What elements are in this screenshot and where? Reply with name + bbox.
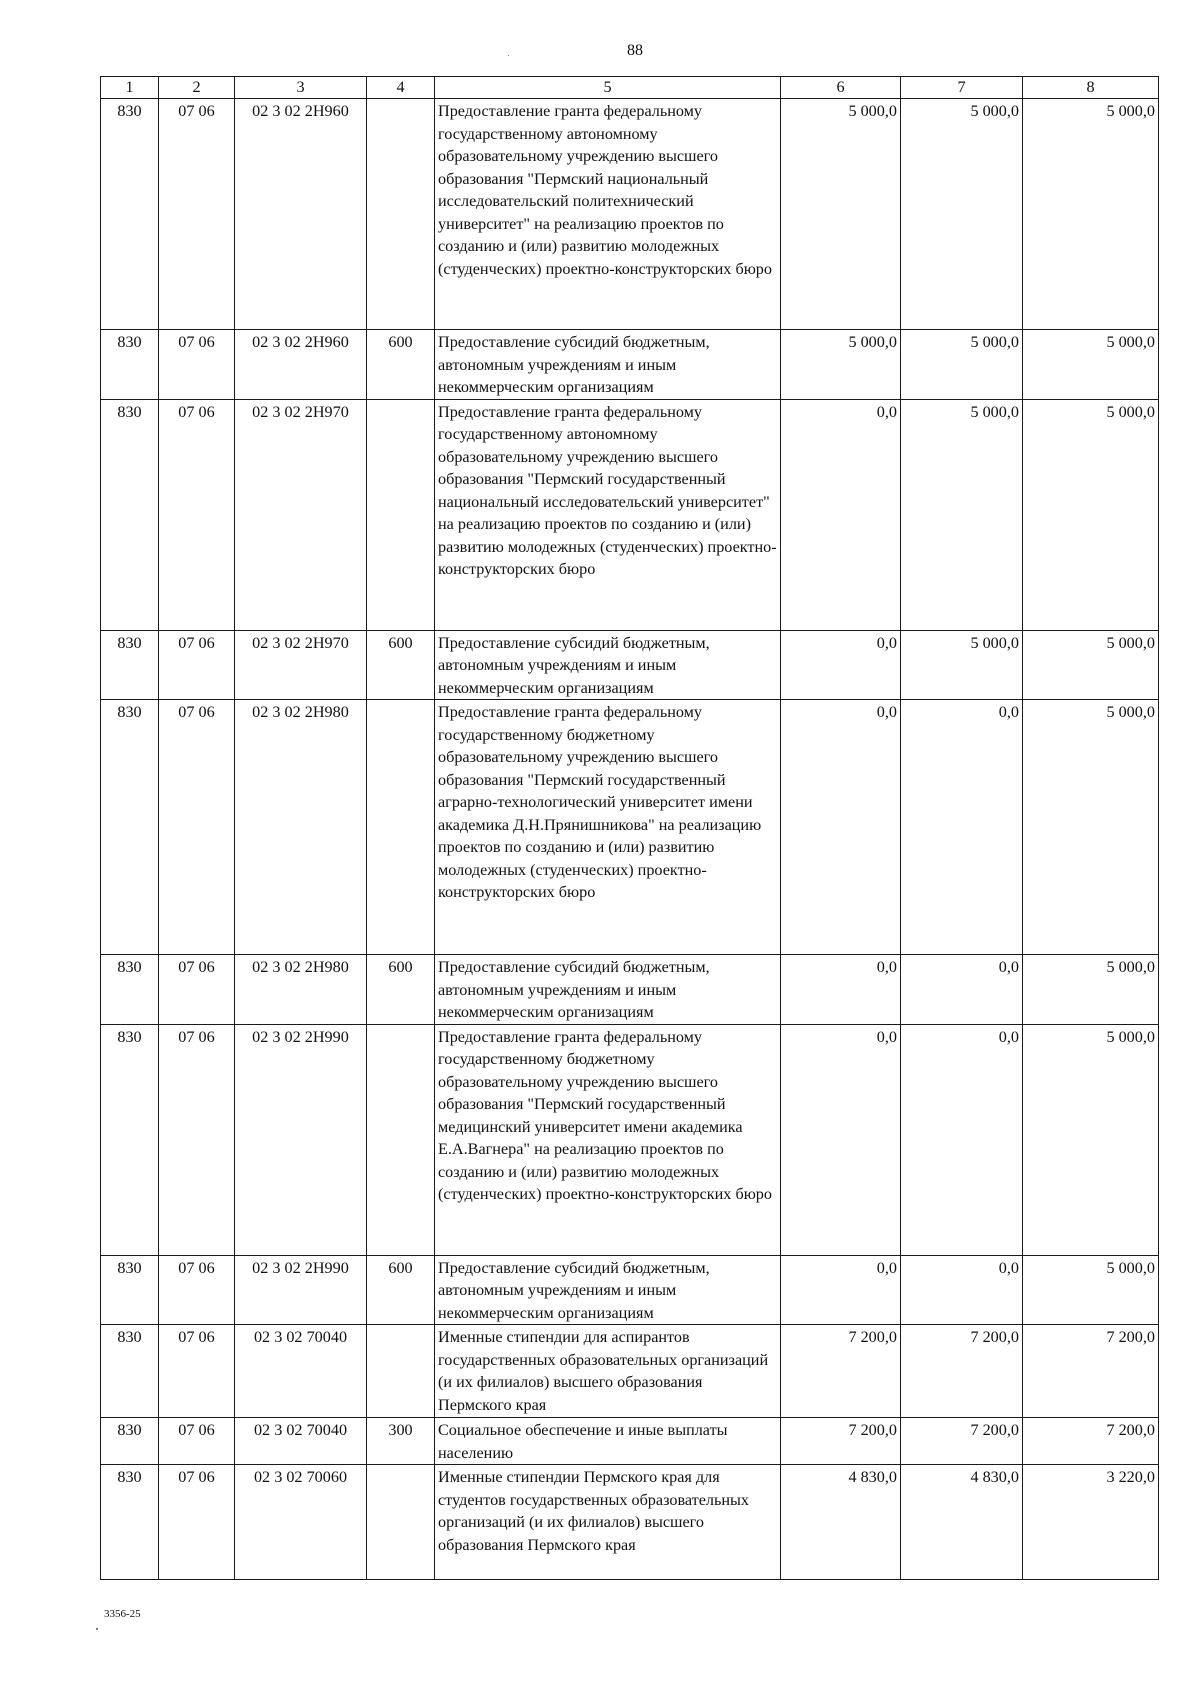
description-cell: Предоставление гранта федеральному государственному бюджетному образовательному учреждению высшего образования "Пермский государственный медицинский университет имени академика Е.А.Вагнера" на реализацию проектов по созданию и (или) развитию молодежных (студенческих) проектно-конструкторских бюро [435, 1024, 781, 1255]
ministry-code-cell: 830 [101, 99, 159, 330]
target-article-cell: 02 3 02 2Н960 [235, 330, 367, 400]
column-header-6: 6 [781, 77, 901, 99]
table-row [101, 1024, 1159, 1255]
description-cell: Именные стипендии для аспирантов государственных образовательных организаций (и их филиалов) высшего образования Пермского края [435, 1325, 781, 1418]
table-row [101, 1418, 1159, 1465]
expense-type-cell: 600 [367, 1255, 435, 1325]
amount-col8-cell: 5 000,0 [1023, 700, 1159, 955]
ministry-code-cell: 830 [101, 330, 159, 400]
target-article-cell: 02 3 02 2Н990 [235, 1024, 367, 1255]
section-code-cell: 07 06 [159, 955, 235, 1025]
description-cell: Социальное обеспечение и иные выплаты населению [435, 1418, 781, 1465]
section-code-cell: 07 06 [159, 330, 235, 400]
scan-speck [96, 1628, 98, 1630]
amount-col6-cell: 0,0 [781, 1255, 901, 1325]
column-header-1: 1 [101, 77, 159, 99]
amount-col7-cell: 5 000,0 [901, 399, 1023, 630]
section-code-cell: 07 06 [159, 99, 235, 330]
target-article-cell: 02 3 02 2Н960 [235, 99, 367, 330]
amount-col6-cell: 0,0 [781, 955, 901, 1025]
amount-col8-cell: 5 000,0 [1023, 99, 1159, 330]
expense-type-cell [367, 1325, 435, 1418]
amount-col8-cell: 3 220,0 [1023, 1465, 1159, 1580]
ministry-code-cell: 830 [101, 1024, 159, 1255]
header-row [101, 77, 1159, 99]
amount-col6-cell: 0,0 [781, 700, 901, 955]
ministry-code-cell: 830 [101, 399, 159, 630]
target-article-cell: 02 3 02 2Н970 [235, 399, 367, 630]
expense-type-cell: 600 [367, 630, 435, 700]
amount-col8-cell: 7 200,0 [1023, 1325, 1159, 1418]
amount-col6-cell: 5 000,0 [781, 330, 901, 400]
amount-col7-cell: 0,0 [901, 700, 1023, 955]
description-cell: Предоставление гранта федеральному государственному бюджетному образовательному учреждению высшего образования "Пермский государственный аграрно-технологический университет имени академика Д.Н.Прянишникова" на реализацию проектов по созданию и (или) развитию молодежных (студенческих) проектно-конструкторских бюро [435, 700, 781, 955]
table-row [101, 1465, 1159, 1580]
amount-col6-cell: 0,0 [781, 1024, 901, 1255]
table-row [101, 630, 1159, 700]
ministry-code-cell: 830 [101, 955, 159, 1025]
amount-col7-cell: 0,0 [901, 1255, 1023, 1325]
target-article-cell: 02 3 02 70040 [235, 1325, 367, 1418]
description-cell: Предоставление субсидий бюджетным, автономным учреждениям и иным некоммерческим организациям [435, 955, 781, 1025]
amount-col7-cell: 4 830,0 [901, 1465, 1023, 1580]
amount-col8-cell: 7 200,0 [1023, 1418, 1159, 1465]
description-cell: Предоставление гранта федеральному государственному автономному образовательному учреждению высшего образования "Пермский государственный национальный исследовательский университет" на реализацию проектов по созданию и (или) развитию молодежных (студенческих) проектно-конструкторских бюро [435, 399, 781, 630]
description-cell: Предоставление субсидий бюджетным, автономным учреждениям и иным некоммерческим организациям [435, 330, 781, 400]
table-row [101, 399, 1159, 630]
section-code-cell: 07 06 [159, 1325, 235, 1418]
table-row [101, 99, 1159, 330]
expense-type-cell [367, 399, 435, 630]
section-code-cell: 07 06 [159, 700, 235, 955]
amount-col8-cell: 5 000,0 [1023, 630, 1159, 700]
ministry-code-cell: 830 [101, 1325, 159, 1418]
expense-type-cell [367, 700, 435, 955]
amount-col7-cell: 5 000,0 [901, 630, 1023, 700]
target-article-cell: 02 3 02 2Н980 [235, 955, 367, 1025]
expense-type-cell: 600 [367, 955, 435, 1025]
description-cell: Предоставление субсидий бюджетным, автономным учреждениям и иным некоммерческим организациям [435, 630, 781, 700]
section-code-cell: 07 06 [159, 1024, 235, 1255]
amount-col6-cell: 0,0 [781, 399, 901, 630]
amount-col6-cell: 5 000,0 [781, 99, 901, 330]
amount-col8-cell: 5 000,0 [1023, 955, 1159, 1025]
target-article-cell: 02 3 02 2Н990 [235, 1255, 367, 1325]
column-header-3: 3 [235, 77, 367, 99]
amount-col6-cell: 7 200,0 [781, 1418, 901, 1465]
document-code: 3356-25 [104, 1608, 141, 1620]
amount-col8-cell: 5 000,0 [1023, 1024, 1159, 1255]
section-code-cell: 07 06 [159, 399, 235, 630]
expense-type-cell: 600 [367, 330, 435, 400]
amount-col6-cell: 7 200,0 [781, 1325, 901, 1418]
target-article-cell: 02 3 02 2Н970 [235, 630, 367, 700]
budget-table [100, 76, 1159, 1580]
amount-col7-cell: 7 200,0 [901, 1325, 1023, 1418]
scan-speck [508, 55, 509, 56]
table-row [101, 1255, 1159, 1325]
amount-col8-cell: 5 000,0 [1023, 330, 1159, 400]
column-header-4: 4 [367, 77, 435, 99]
amount-col7-cell: 5 000,0 [901, 99, 1023, 330]
description-cell: Именные стипендии Пермского края для студентов государственных образовательных организаций (и их филиалов) высшего образования Пермского края [435, 1465, 781, 1580]
ministry-code-cell: 830 [101, 1465, 159, 1580]
section-code-cell: 07 06 [159, 630, 235, 700]
target-article-cell: 02 3 02 2Н980 [235, 700, 367, 955]
table-row [101, 955, 1159, 1025]
target-article-cell: 02 3 02 70060 [235, 1465, 367, 1580]
column-header-5: 5 [435, 77, 781, 99]
expense-type-cell [367, 99, 435, 330]
expense-type-cell [367, 1465, 435, 1580]
expense-type-cell [367, 1024, 435, 1255]
amount-col7-cell: 7 200,0 [901, 1418, 1023, 1465]
description-cell: Предоставление субсидий бюджетным, автономным учреждениям и иным некоммерческим организациям [435, 1255, 781, 1325]
ministry-code-cell: 830 [101, 630, 159, 700]
description-cell: Предоставление гранта федеральному государственному автономному образовательному учреждению высшего образования "Пермский национальный исследовательский политехнический университет" на реализацию проектов по созданию и (или) развитию молодежных (студенческих) проектно-конструкторских бюро [435, 99, 781, 330]
ministry-code-cell: 830 [101, 1418, 159, 1465]
ministry-code-cell: 830 [101, 700, 159, 955]
column-header-2: 2 [159, 77, 235, 99]
column-header-7: 7 [901, 77, 1023, 99]
column-header-8: 8 [1023, 77, 1159, 99]
amount-col6-cell: 0,0 [781, 630, 901, 700]
ministry-code-cell: 830 [101, 1255, 159, 1325]
expense-type-cell: 300 [367, 1418, 435, 1465]
section-code-cell: 07 06 [159, 1255, 235, 1325]
table-row [101, 700, 1159, 955]
amount-col7-cell: 5 000,0 [901, 330, 1023, 400]
page-number: 88 [627, 42, 643, 59]
target-article-cell: 02 3 02 70040 [235, 1418, 367, 1465]
section-code-cell: 07 06 [159, 1418, 235, 1465]
amount-col7-cell: 0,0 [901, 955, 1023, 1025]
amount-col7-cell: 0,0 [901, 1024, 1023, 1255]
amount-col8-cell: 5 000,0 [1023, 1255, 1159, 1325]
amount-col8-cell: 5 000,0 [1023, 399, 1159, 630]
table-row [101, 330, 1159, 400]
section-code-cell: 07 06 [159, 1465, 235, 1580]
table-row [101, 1325, 1159, 1418]
amount-col6-cell: 4 830,0 [781, 1465, 901, 1580]
